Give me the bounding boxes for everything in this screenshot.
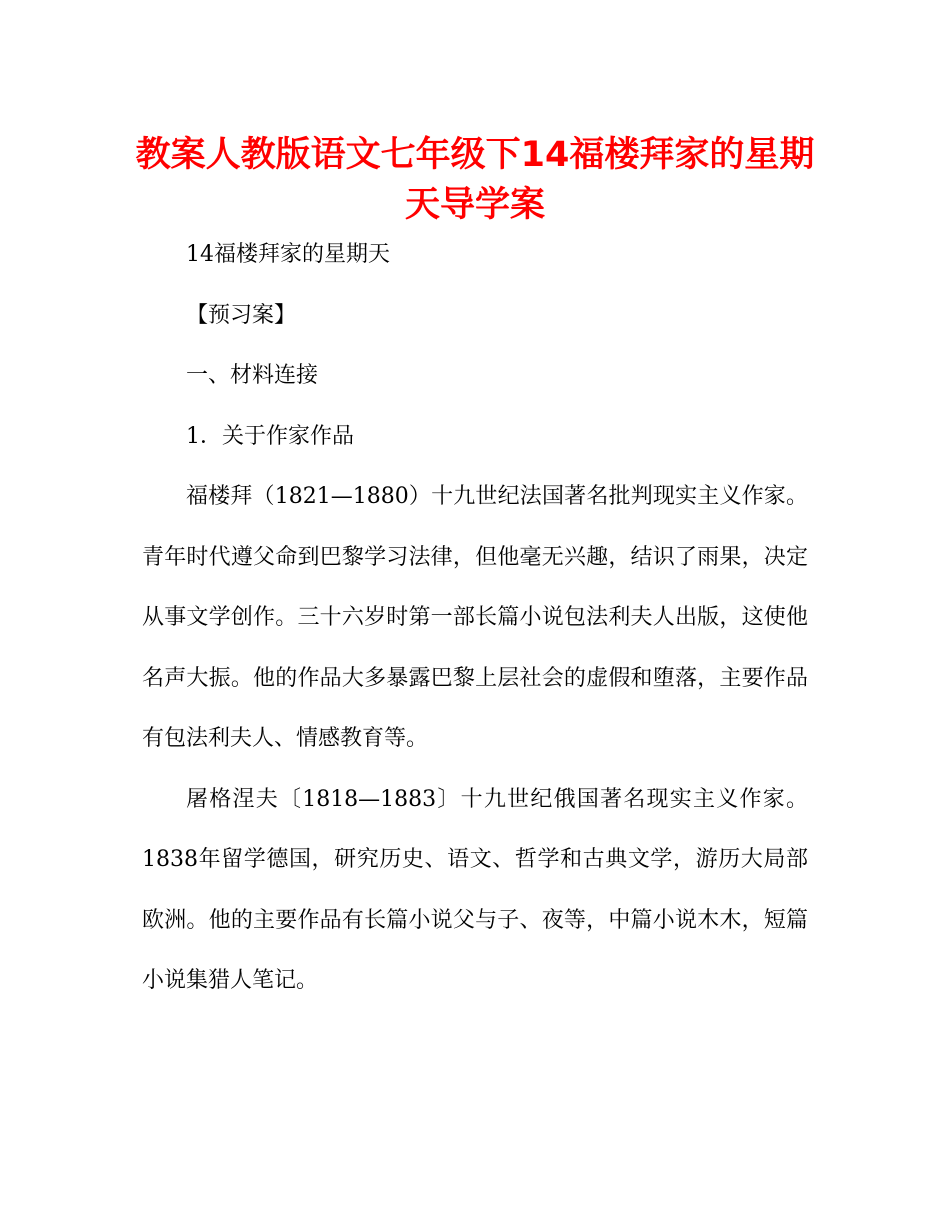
- document-title: 教案人教版语文七年级下14福楼拜家的星期天导学案: [135, 135, 815, 225]
- subsection-heading: 1．关于作家作品: [186, 423, 354, 449]
- section-heading: 14福楼拜家的星期天: [186, 242, 390, 267]
- paragraph-turgenev: 屠格涅夫〔1818—1883〕十九世纪俄国著名现实主义作家。1838年留学德国，研究历史、语文、哲学和古典文学，游历大局部欧洲。他的主要作品有长篇小说父与子、夜等，中篇小说木木，短篇小说集猎人笔记。: [142, 786, 808, 993]
- part-heading: 一、材料连接: [186, 363, 319, 388]
- paragraph-flaubert: 福楼拜（1821—1880）十九世纪法国著名批判现实主义作家。青年时代遵父命到巴黎学习法律，但他毫无兴趣，结识了雨果，决定从事文学创作。三十六岁时第一部长篇小说包法利夫人出版，这使他名声大振。他的作品大多暴露巴黎上层社会的虚假和堕落，主要作品有包法利夫人、情感教育等。: [142, 484, 808, 751]
- preview-label: 【预习案】: [186, 302, 297, 328]
- document-body: [142, 225, 808, 1012]
